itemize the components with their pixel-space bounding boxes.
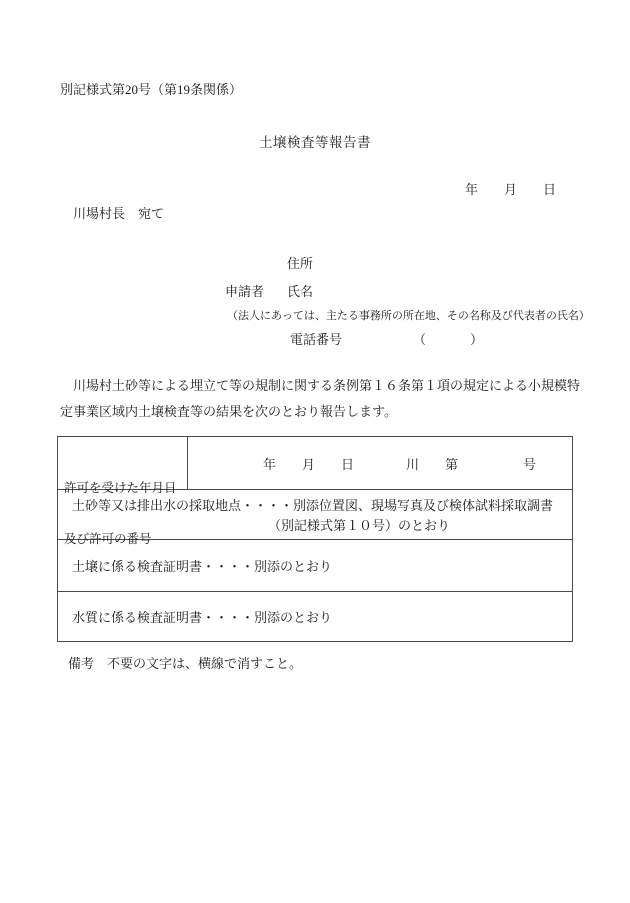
page-title: 土壌検査等報告書 bbox=[259, 135, 371, 150]
water-certificate-text: 水質に係る検査証明書・・・・別添のとおり bbox=[72, 610, 333, 625]
body-paragraph-line2: 定事業区域内土壌検査等の結果を次のとおり報告します。 bbox=[60, 404, 397, 419]
report-table bbox=[57, 436, 573, 642]
permit-label-line2: 及び許可の番号 bbox=[64, 532, 152, 546]
applicant-label: 申請者 bbox=[225, 284, 265, 299]
sampling-line1: 土砂等又は排出水の採取地点・・・・別添位置図、現場写真及び検体試料採取調書 bbox=[72, 498, 554, 513]
permit-header-cell bbox=[58, 437, 188, 546]
date-line: 年 月 日 bbox=[465, 182, 557, 197]
sampling-line2: （別記様式第１０号）のとおり bbox=[268, 518, 451, 533]
permit-label-line1: 許可を受けた年月日 bbox=[64, 481, 177, 495]
phone-label: 電話番号 bbox=[290, 332, 343, 347]
phone-close-paren: ） bbox=[470, 332, 484, 347]
body-paragraph-line1: 川場村土砂等による埋立て等の規制に関する条例第１６条第１項の規定による小規模特 bbox=[60, 378, 581, 393]
name-label: 氏名 bbox=[287, 284, 314, 299]
permit-value-cell: 年 月 日 川 第 号 bbox=[263, 456, 537, 472]
corporate-note: （法人にあっては、主たる事務所の所在地、その名称及び代表者の氏名） bbox=[227, 310, 590, 322]
soil-certificate-text: 土壌に係る検査証明書・・・・別添のとおり bbox=[72, 559, 333, 574]
remarks-note: 備考 不要の文字は、横線で消すこと。 bbox=[68, 656, 303, 671]
address-label: 住所 bbox=[287, 256, 314, 271]
form-number: 別記様式第20号（第19条関係） bbox=[60, 82, 243, 97]
water-certificate-row bbox=[58, 591, 572, 641]
phone-open-paren: （ bbox=[413, 332, 427, 347]
addressee: 川場村長 宛て bbox=[73, 206, 165, 221]
